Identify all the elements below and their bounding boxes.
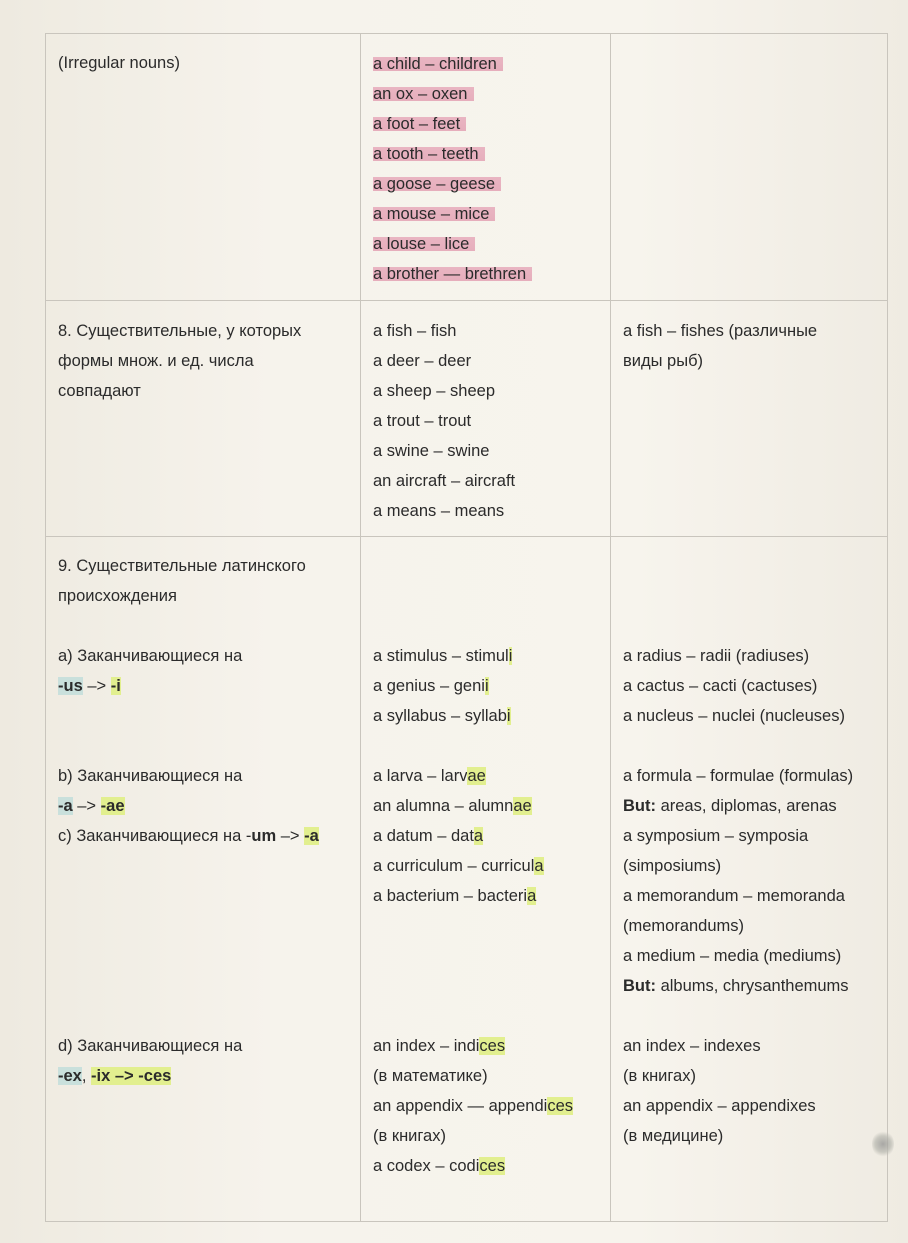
row-heading: совпадают xyxy=(58,382,141,400)
example-item: (в книгах) xyxy=(373,1127,446,1145)
example-item: a genius – genii xyxy=(373,677,489,695)
table-row-irregular xyxy=(46,34,888,301)
sub-rule-b-pattern: -a –> -ae xyxy=(58,797,125,815)
row-heading: формы множ. и ед. числа xyxy=(58,352,254,370)
cell-same-forms-notes xyxy=(611,301,888,537)
example-item: an index – indices xyxy=(373,1037,506,1055)
cell-irregular-notes xyxy=(611,34,888,301)
example-item: a swine – swine xyxy=(373,442,490,460)
cell-irregular-heading xyxy=(46,34,361,301)
note-item: a radius – radii (radiuses) xyxy=(623,647,810,665)
example-item: an ox – oxen xyxy=(373,85,474,103)
cell-same-forms-heading xyxy=(46,301,361,537)
sub-rule-a-pattern: -us –> -i xyxy=(58,677,121,695)
example-item: a trout – trout xyxy=(373,412,472,430)
note-item: an index – indexes xyxy=(623,1037,761,1055)
row-heading: 9. Существительные латинского xyxy=(58,557,306,575)
cell-same-forms-examples xyxy=(361,301,611,537)
example-item: an alumna – alumnae xyxy=(373,797,532,815)
example-item: an appendix — appendices xyxy=(373,1097,573,1115)
ink-smudge xyxy=(872,1130,894,1158)
example-item: a datum – data xyxy=(373,827,484,845)
note-item: a nucleus – nuclei (nucleuses) xyxy=(623,707,845,725)
example-item: a bacterium – bacteria xyxy=(373,887,537,905)
note-item: (в медицине) xyxy=(623,1127,724,1145)
example-item: a foot – feet xyxy=(373,115,466,133)
note-item: (memorandums) xyxy=(623,917,745,935)
note-item: a memorandum – memoranda xyxy=(623,887,845,905)
example-item: a sheep – sheep xyxy=(373,382,496,400)
row-heading: происхождения xyxy=(58,587,177,605)
cell-irregular-examples xyxy=(361,34,611,301)
sub-rule-b-label: b) Заканчивающиеся на xyxy=(58,767,243,785)
example-item: a mouse – mice xyxy=(373,205,495,223)
example-item: a deer – deer xyxy=(373,352,472,370)
example-item: a stimulus – stimuli xyxy=(373,647,513,665)
example-item: a brother — brethren xyxy=(373,265,532,283)
sub-rule-d-label: d) Заканчивающиеся на xyxy=(58,1037,243,1055)
note-item: a fish – fishes (различные xyxy=(623,322,818,340)
example-item: a fish – fish xyxy=(373,322,457,340)
example-item: a child – children xyxy=(373,55,503,73)
note-item: (в книгах) xyxy=(623,1067,696,1085)
grammar-table xyxy=(45,33,888,1222)
note-item: a formula – formulae (formulas) xyxy=(623,767,854,785)
note-item: But: areas, diplomas, arenas xyxy=(623,797,837,815)
example-item: a goose – geese xyxy=(373,175,501,193)
table-row-latin xyxy=(46,537,888,1222)
example-item: a louse – lice xyxy=(373,235,475,253)
example-item: an aircraft – aircraft xyxy=(373,472,516,490)
example-item: (в математике) xyxy=(373,1067,488,1085)
sub-rule-a-label: а) Заканчивающиеся на xyxy=(58,647,243,665)
sub-rule-c-pattern: c) Заканчивающиеся на -um –> -a xyxy=(58,827,319,845)
example-item: a codex – codices xyxy=(373,1157,506,1175)
row-heading: (Irregular nouns) xyxy=(58,54,180,72)
example-item: a tooth – teeth xyxy=(373,145,485,163)
example-item: a larva – larvae xyxy=(373,767,486,785)
example-item: a syllabus – syllabi xyxy=(373,707,511,725)
cell-latin-headings xyxy=(46,537,361,1222)
row-heading: 8. Существительные, у которых xyxy=(58,322,302,340)
example-item: a means – means xyxy=(373,502,505,520)
cell-latin-notes xyxy=(611,537,888,1222)
note-item: a cactus – cacti (cactuses) xyxy=(623,677,818,695)
table-row-same-forms xyxy=(46,301,888,537)
cell-latin-examples xyxy=(361,537,611,1222)
sub-rule-d-pattern: -ex, -ix –> -ces xyxy=(58,1067,172,1085)
note-item: an appendix – appendixes xyxy=(623,1097,816,1115)
note-item: виды рыб) xyxy=(623,352,704,370)
note-item: But: albums, chrysanthemums xyxy=(623,977,849,995)
note-item: a symposium – symposia xyxy=(623,827,809,845)
example-item: a curriculum – curricula xyxy=(373,857,544,875)
note-item: a medium – media (mediums) xyxy=(623,947,842,965)
note-item: (simposiums) xyxy=(623,857,722,875)
